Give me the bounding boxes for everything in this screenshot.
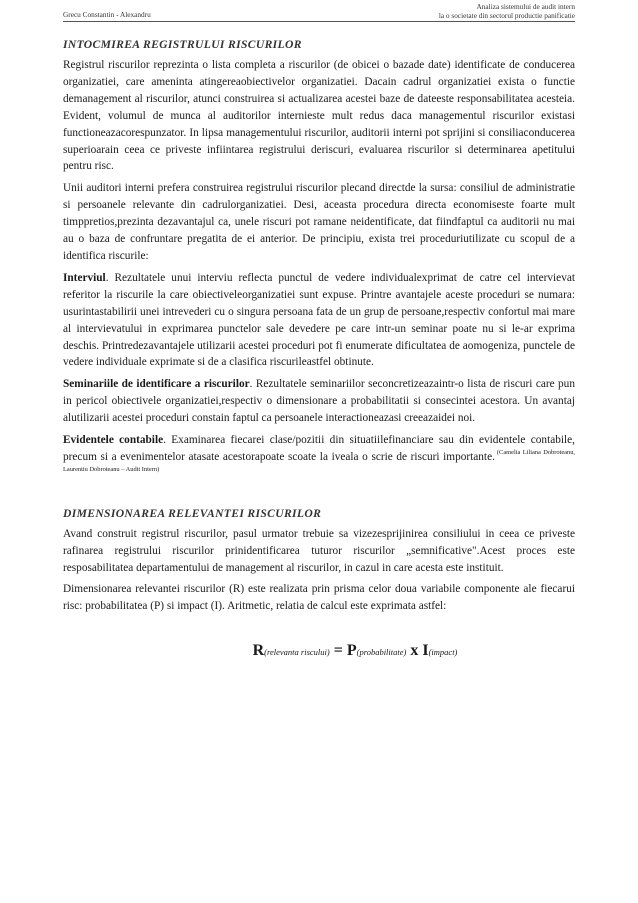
risk-formula [63,641,575,662]
paragraph-registru-intro: Registrul riscurilor reprezinta o lista completa a riscurilor (de obicei o bazade date) identificate de conducerea organizatiei, care ameninta atingereaobiectivelor organizatiei. Dacain cadrul organizatiei exista o functie demanagement al riscurilor, atunci construirea si actualizarea acestei baze de dateeste responsabilitatea acesteia. Evident, volumul de munca al auditorilor internieste mult redus daca managementul riscurilor existasi functioneazacorespunzator. In lipsa managementului riscurilor, auditorii interni pot sprijini si consiliaconducerea superioarain ceea ce priveste infiintarea registrului deriscuri, evaluarea riscurilor si determinarea apetitului pentru risc. [63,59,575,173]
evidente-text: . Examinarea fiecarei clase/pozitii din situatiilefinanciare sau din evidentele contabile, precum si a evenimentelor atasate acestorapoate scoate la iveala o scrie de riscuri importante. [63,434,575,463]
paragraph-evidente [63,432,575,483]
main-content [63,38,575,662]
section-heading-dimensionare: DIMENSIONAREA RELEVANTEI RISCURILOR [63,506,322,520]
paragraph-dimensionare-relatie: Dimensionarea relevantei riscurilor (R) este realizata prin prisma celor doua variabile componente ale fiecarui risc: probabilitatea (P) si impact (I). Aritmetic, relatia de calcul este exprimata astfel: [63,583,575,613]
seminarii-text: . Rezultatele seminariilor seconcretizeazaintr-o lista de riscuri care pun in pericol obiectivele organizatiei,respectiv o dimensionare a probabilitatii si consecintei acestora. Un avantaj alutilizarii acestei proceduri constain faptul ca persoanele interactioneazasi creeazaidei noi. [63,378,575,425]
term-evidente: Evidentele contabile [63,434,164,447]
paragraph-interviul [63,270,575,371]
formula-i-sub: (impact) [428,647,458,658]
term-interviul: Interviul [63,271,106,284]
formula-i: I [422,642,429,660]
formula-p-sub: (probabilitate) [356,647,407,658]
formula-r: R [252,642,265,660]
paragraph-seminarii [63,376,575,427]
interviul-text: . Rezultatele unui interviu reflecta punctul de vedere individualexprimat de catre cel intervievat referitor la riscurile la care obiectiveleorganizatiei sunt expuse. Printre avantajele aceste proceduri se numara: usurintastabilirii unei intrevederi cu o singura persoana fata de un grup de persoane,respectiv confortul mai mare al intervievatului in exprimarea punctelor sale devedere pe care intr-un seminar poate nu si le-ar exprima deschis. Printredezavantajele utilizarii acestei proceduri pot fi enumerate dificultatea de aomogeniza, punctele de vedere individuale exprimate si de a clasifica riscurileastfel obtinute. [63,271,575,369]
header-author: Grecu Constantin - Alexandru [63,10,151,19]
term-seminarii: Seminariile de identificare a riscurilor [63,378,250,391]
paragraph-dimensionare-intro: Avand construit registrul riscurilor, pasul urmator trebuie sa vizezesprijinirea consiliului in ceea ce priveste rafinarea registrului riscurilor prinidentificarea tuturor riscurilor „semnificative".Acest proces este resposabilitatea departamentului de management al riscurilor, in cazul in care acesta este instituit. [63,527,575,574]
formula-p: P [346,642,357,660]
citation: (Camelia Liliana Dobroteanu, Laurentiu Dobroteanu – Audit Intern) [63,448,575,473]
header-title-line2: la o societate din sectorul productie panificatie [438,10,575,20]
paragraph-proceduri: Unii auditori interni prefera construirea registrului riscurilor plecand directde la sursa: consiliul de administratie si persoanele relevante din cadrulorganizatiei. Desi, aceasta procedura directa economiseste foarte mult timppretios,prezinta dezavantajul ca, unele riscuri pot ramane neidentificate, dat fiindfaptul ca auditorii nu mai au o baza de confruntare pregatita de ei anterior. De principiu, exista trei proceduriutilizate cu scopul de a identifica riscurile: [63,182,575,262]
formula-equals: = [329,642,347,660]
formula-times: x [406,642,423,660]
header-title-line1: Analiza sistemului de audit intern [476,2,575,11]
formula-r-sub: (relevanta riscului) [264,647,330,658]
header-rule [63,21,575,22]
header-title [439,3,575,21]
section-heading-registru: INTOCMIREA REGISTRULUI RISCURILOR [63,38,302,51]
